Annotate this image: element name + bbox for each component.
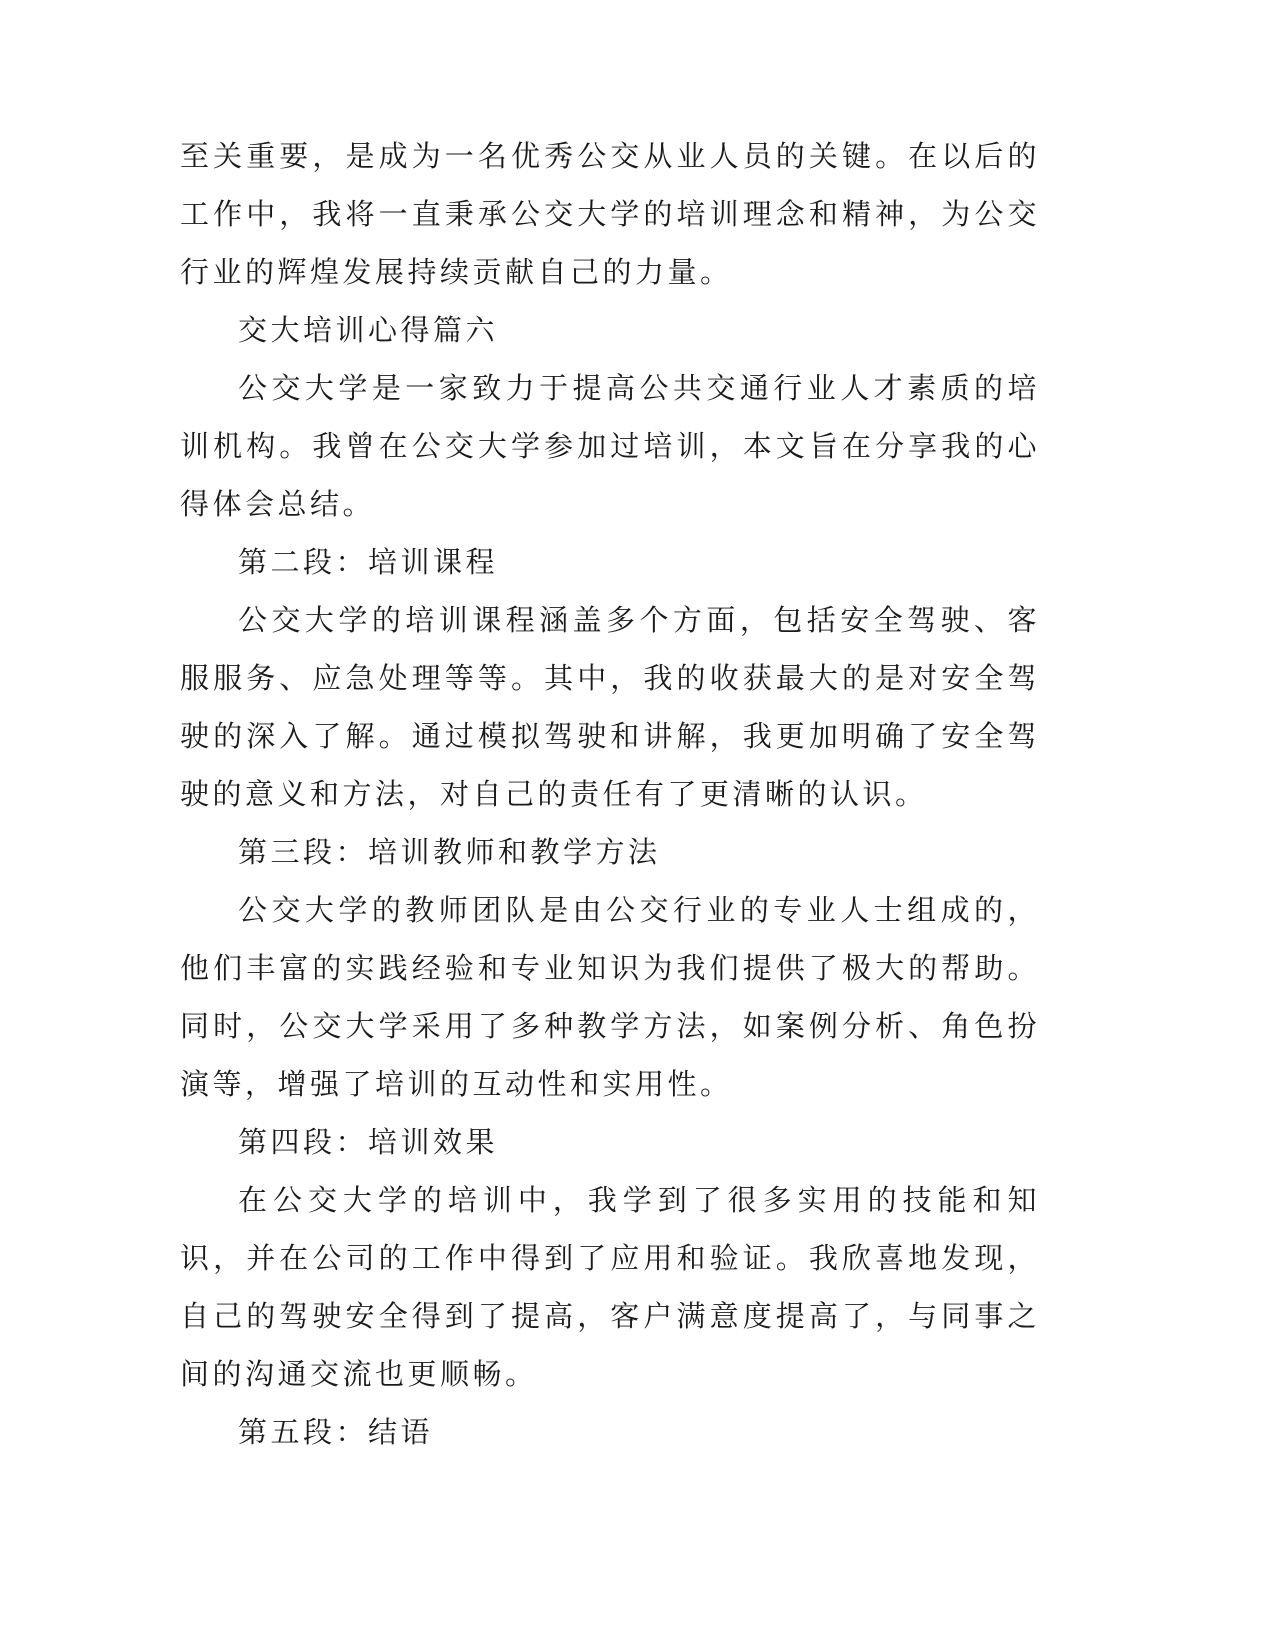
body-paragraph: 公交大学的教师团队是由公交行业的专业人士组成的，他们丰富的实践经验和专业知识为我们提供了极大的帮助。同时，公交大学采用了多种教学方法，如案例分析、角色扮演等，增强了培训的互动性和实用性。 bbox=[180, 893, 1040, 1101]
document-body bbox=[180, 127, 1040, 1461]
section-heading: 第三段：培训教师和教学方法 bbox=[238, 835, 661, 869]
body-paragraph: 公交大学的培训课程涵盖多个方面，包括安全驾驶、客服服务、应急处理等等。其中，我的收获最大的是对安全驾驶的深入了解。通过模拟驾驶和讲解，我更加明确了安全驾驶的意义和方法，对自己的责任有了更清晰的认识。 bbox=[180, 603, 1040, 811]
section-heading: 第四段：培训效果 bbox=[238, 1125, 499, 1159]
body-paragraph: 在公交大学的培训中，我学到了很多实用的技能和知识，并在公司的工作中得到了应用和验证。我欣喜地发现，自己的驾驶安全得到了提高，客户满意度提高了，与同事之间的沟通交流也更顺畅。 bbox=[180, 1183, 1040, 1391]
body-paragraph: 至关重要，是成为一名优秀公交从业人员的关键。在以后的工作中，我将一直秉承公交大学的培训理念和精神，为公交行业的辉煌发展持续贡献自己的力量。 bbox=[180, 139, 1040, 289]
section-heading: 第二段：培训课程 bbox=[238, 545, 499, 579]
section-title: 交大培训心得篇六 bbox=[238, 313, 499, 347]
section-heading: 第五段：结语 bbox=[238, 1415, 434, 1449]
body-paragraph: 公交大学是一家致力于提高公共交通行业人才素质的培训机构。我曾在公交大学参加过培训，本文旨在分享我的心得体会总结。 bbox=[180, 371, 1040, 521]
